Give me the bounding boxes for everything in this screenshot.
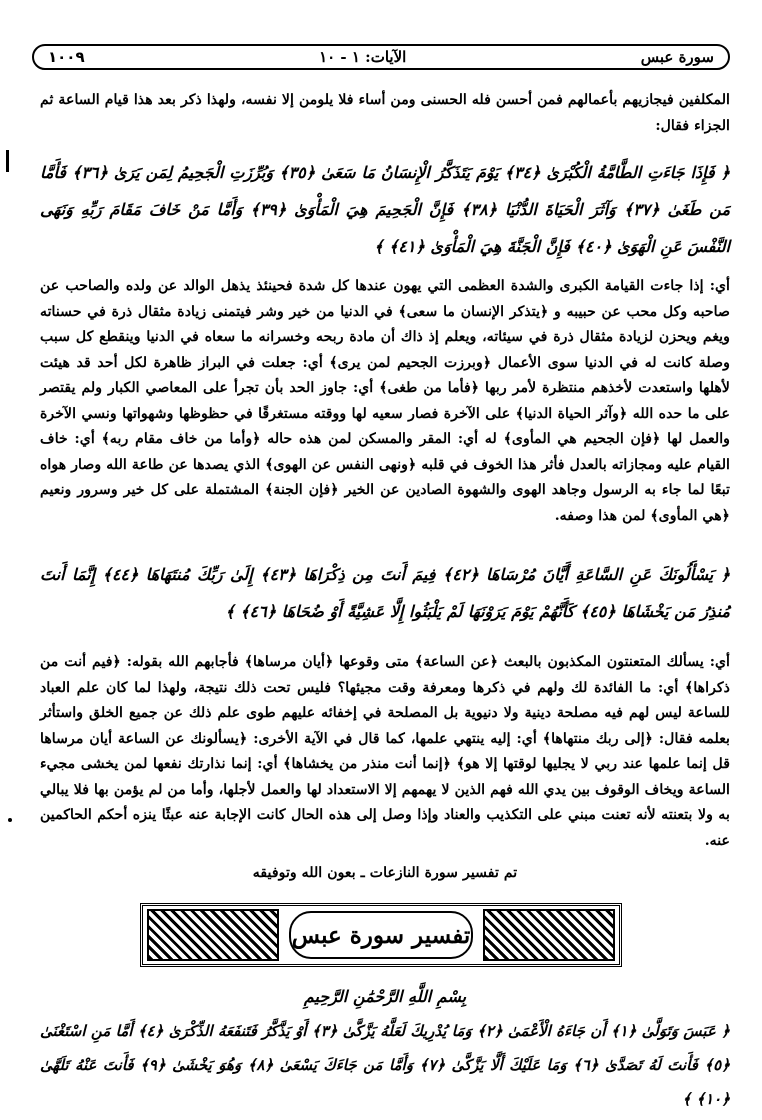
quran-verses-1-10: ﴿ عَبَسَ وَتَوَلَّىٰ ﴿١﴾ أَن جَاءَهُ الْأَعْمَىٰ ﴿٢﴾ وَمَا يُدْرِيكَ لَعَلَّهُ يَزَّكَّىٰ ﴿٣﴾ أَوْ يَذَّكَّرُ فَتَنفَعَهُ الذِّكْرَىٰ ﴿٤﴾ أَمَّا مَنِ اسْتَغْنَىٰ ﴿٥﴾ فَأَنتَ لَهُ تَصَدَّىٰ ﴿٦﴾ وَمَا عَلَيْكَ أَلَّا يَزَّكَّىٰ ﴿٧﴾ وَأَمَّا مَن جَاءَكَ يَسْعَىٰ ﴿٨﴾ وَهُوَ يَخْشَىٰ ﴿٩﴾ فَأَنتَ عَنْهُ تَلَهَّىٰ ﴿١٠﴾ ﴾ [40,1022,730,1108]
ornament-left [483,909,615,961]
basmala: بِسْمِ اللَّهِ الرَّحْمَٰنِ الرَّحِيمِ [303,987,467,1006]
margin-dot [8,818,12,822]
quran-verses-34-41: ﴿ فَإِذَا جَاءَتِ الطَّامَّةُ الْكُبْرَىٰ ﴿٣٤﴾ يَوْمَ يَتَذَكَّرُ الْإِنسَانُ مَا سَعَىٰ ﴿٣٥﴾ وَبُرِّزَتِ الْجَحِيمُ لِمَن يَرَىٰ ﴿٣٦﴾ فَأَمَّا مَن طَغَىٰ ﴿٣٧﴾ وَآثَرَ الْحَيَاةَ الدُّنْيَا ﴿٣٨﴾ فَإِنَّ الْجَحِيمَ هِيَ الْمَأْوَىٰ ﴿٣٩﴾ وَأَمَّا مَنْ خَافَ مَقَامَ رَبِّهِ وَنَهَى النَّفْسَ عَنِ الْهَوَىٰ ﴿٤٠﴾ فَإِنَّ الْجَنَّةَ هِيَ الْمَأْوَىٰ ﴿٤١﴾ ﴾ [40,163,731,256]
quran-verses-42-46: ﴿ يَسْأَلُونَكَ عَنِ السَّاعَةِ أَيَّانَ مُرْسَاهَا ﴿٤٢﴾ فِيمَ أَنتَ مِن ذِكْرَاهَا ﴿٤٣﴾ إِلَىٰ رَبِّكَ مُنتَهَاهَا ﴿٤٤﴾ إِنَّمَا أَنتَ مُنذِرُ مَن يَخْشَاهَا ﴿٤٥﴾ كَأَنَّهُمْ يَوْمَ يَرَوْنَهَا لَمْ يَلْبَثُوا إِلَّا عَشِيَّةً أَوْ ضُحَاهَا ﴿٤٦﴾ ﴾ [40,565,731,621]
page-header [32,44,730,70]
commentary-34-41: أي: إذا جاءت القيامة الكبرى والشدة العظمى التي يهون عندها كل شدة فحينئذ يذهل الوالد عن ولده والصاحب عن صاحبه وكل محب عن حبيبه و ﴿يتذكر الإنسان ما سعى﴾ في الدنيا من خير وشر فيتمنى زيادة مثقال ذرة في حسناته ويغم ويحزن لزيادة مثقال ذرة في سيئاته، ويعلم إذ ذاك أن مادة ربحه وخسرانه ما سعاه في الدنيا وينقطع كل سبب وصلة كانت له في الدنيا سوى الأعمال ﴿وبرزت الجحيم لمن يرى﴾ أي: جعلت في البراز ظاهرة لكل أحد قد هيئت لأهلها واستعدت لأخذهم منتظرة لأمر ربها ﴿فأما من طغى﴾ أي: جاوز الحد بأن تجرأ على المعاصي الكبار ولم يقتصر على ما حده الله ﴿وآثر الحياة الدنيا﴾ على الآخرة فصار سعيه لها ووقته مستغرقًا في حظوظها وشهواتها ونسي الآخرة والعمل لها ﴿فإن الجحيم هي المأوى﴾ له أي: المقر والمسكن لمن هذه حاله ﴿وأما من خاف مقام ربه﴾ أي: خاف القيام عليه ومجازاته بالعدل فأثر هذا الخوف في قلبه ﴿ونهى النفس عن الهوى﴾ الذي يصدها عن طاعة الله وصار هواه تبعًا لما جاء به الرسول وجاهد الهوى والشهوة الصادين عن الخير ﴿فإن الجنة﴾ المشتملة على كل خير وسرور ونعيم ﴿هي المأوى﴾ لمن هذا وصفه. [40,278,730,524]
surah-title: تفسير سورة عبس [289,911,473,959]
commentary-42-46: أي: يسألك المتعنتون المكذبون بالبعث ﴿عن الساعة﴾ متى وقوعها ﴿أيان مرساها﴾ فأجابهم الله بقوله: ﴿فيم أنت من ذكراها﴾ أي: ما الفائدة لك ولهم في ذكرها ومعرفة وقت مجيئها؟ فليس تحت ذلك نتيجة، ولهذا لما كان علم العباد للساعة ليس لهم فيه مصلحة دينية ولا دنيوية بل المصلحة في إخفائه عليهم طوى علم ذلك عن جميع الخلق واستأثر بعلمه فقال: ﴿إلى ربك منتهاها﴾ أي: إليه ينتهي علمها، كما قال في الآية الأخرى: ﴿يسألونك عن الساعة أيان مرساها قل إنما علمها عند ربي لا يجليها لوقتها إلا هو﴾ ﴿إنما أنت منذر من يخشاها﴾ أي: إنما نذارتك نفعها لمن يخشى مجيء الساعة ويخاف الوقوف بين يدي الله فهم الذين لا يهمهم إلا الاستعداد لها والعمل لأجلها، وأما من لم يؤمن بها فلا يبالي به ولا بتعنته لأنه تعنت مبني على التكذيب والعناد وإذا وصل إلى هذه الحال كانت الإجابة عنه عبثًا ينزه أحكم الحاكمين عنه. [40,654,730,849]
ornament-right [147,909,279,961]
page-number: ١٠٠٩ [48,48,85,66]
surah-title-banner [140,903,622,967]
margin-mark [6,150,9,172]
verses-range: الآيات: ١ - ١٠ [319,48,407,66]
intro-paragraph: المكلفين فيجازيهم بأعمالهم فمن أحسن فله الحسنى ومن أساء فلا يلومن إلا نفسه، ولهذا ذكر بعد هذا قيام الساعة ثم الجزاء فقال: [40,92,730,134]
surah-name: سورة عبس [640,48,714,66]
surah-closing-note: تم تفسير سورة النازعات ـ بعون الله وتوفيقه [252,865,518,881]
